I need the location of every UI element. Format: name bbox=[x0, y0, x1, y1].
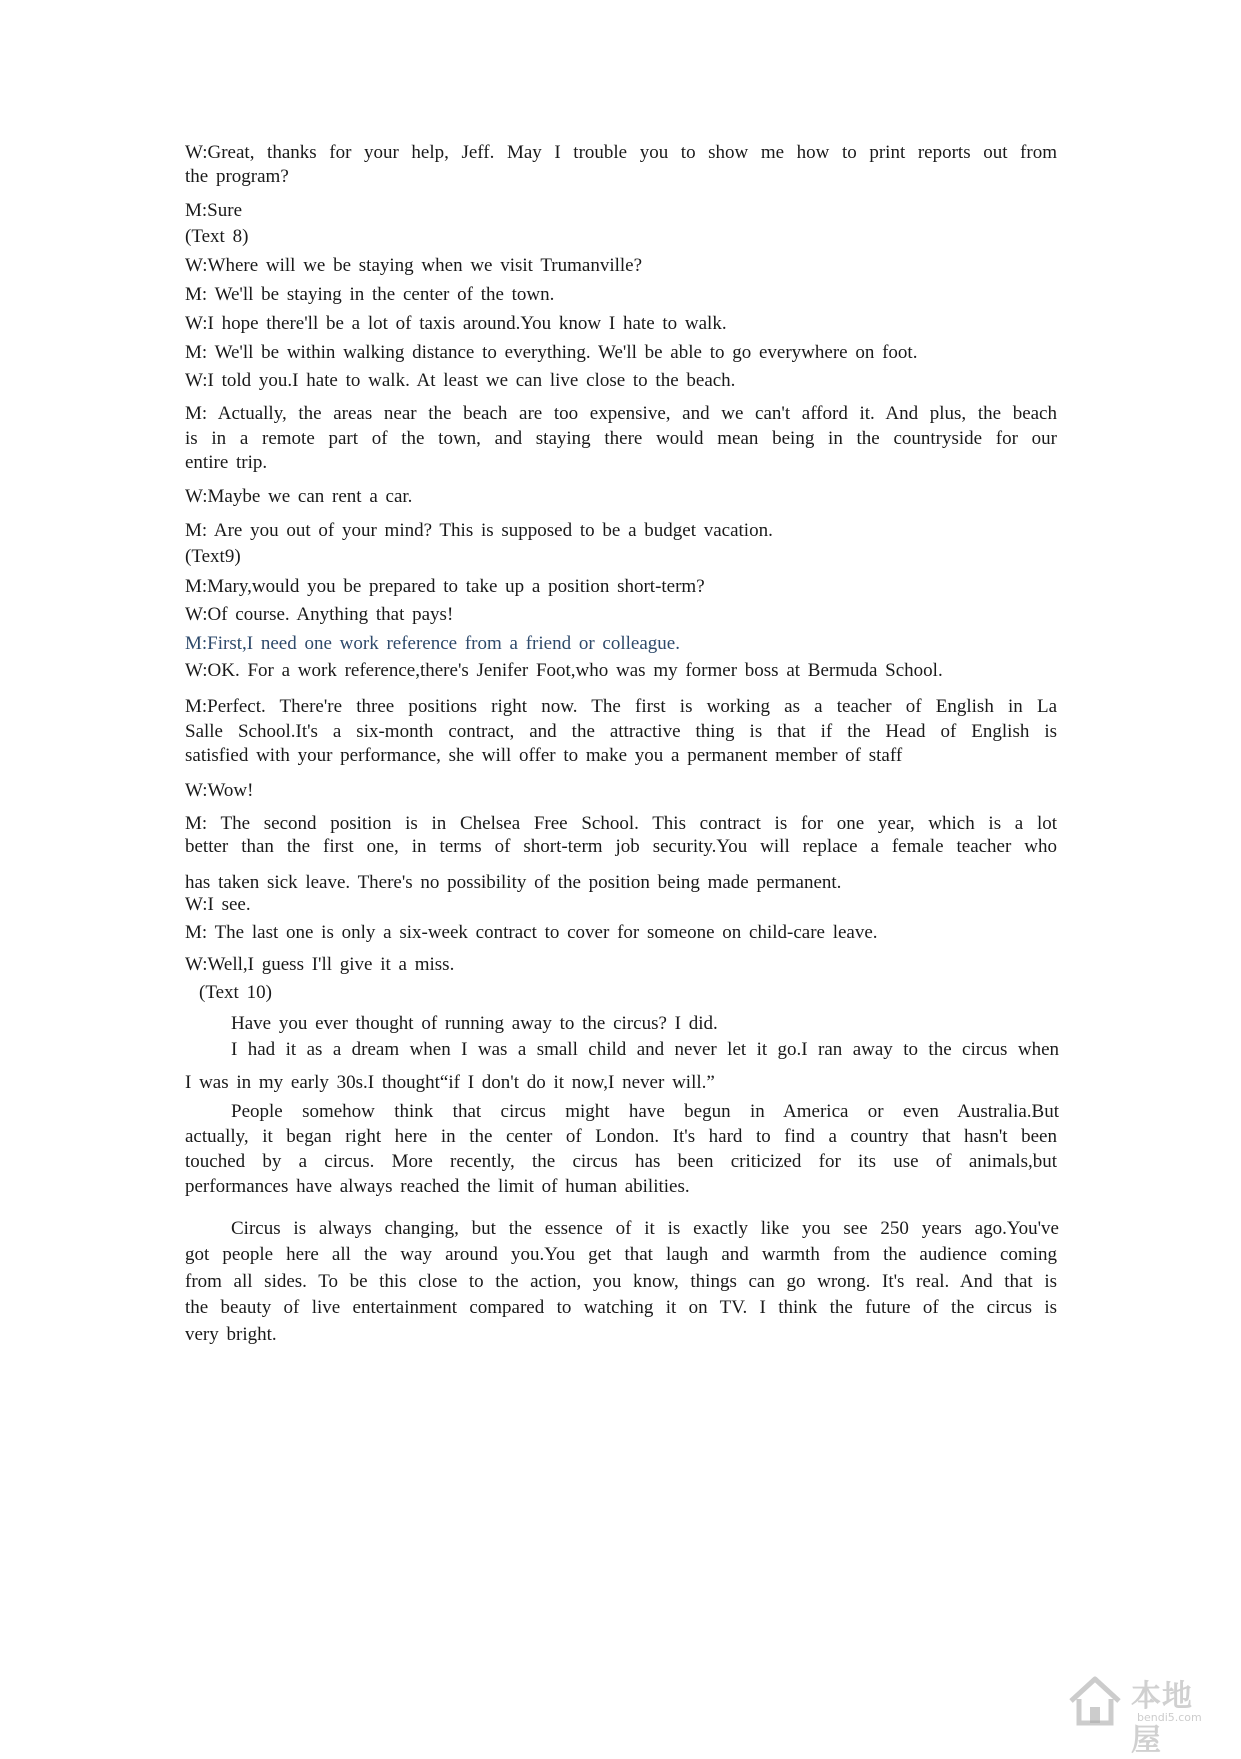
text-line: satisfied with your performance, she will offer to make you a permanent member of staff bbox=[185, 745, 903, 766]
text-line: I had it as a dream when I was a small child and never let it go.I ran away to the circus when bbox=[231, 1039, 1059, 1060]
text-line: Have you ever thought of running away to the circus? I did. bbox=[231, 1013, 718, 1034]
text-line: M: We'll be within walking distance to everything. We'll be able to go everywhere on foot. bbox=[185, 342, 918, 363]
text-line: M: Actually, the areas near the beach are too expensive, and we can't afford it. And plus, the beach bbox=[185, 403, 1057, 424]
text-line: the program? bbox=[185, 166, 289, 187]
text-line: W:Of course. Anything that pays! bbox=[185, 604, 454, 625]
text-line: W:I hope there'll be a lot of taxis around.You know I hate to walk. bbox=[185, 313, 727, 334]
text-line: W:I told you.I hate to walk. At least we can live close to the beach. bbox=[185, 370, 736, 391]
text-line: W:Great, thanks for your help, Jeff. May I trouble you to show me how to print reports out from bbox=[185, 142, 1057, 163]
text-line: from all sides. To be this close to the action, you know, things can go wrong. It's real. And that is bbox=[185, 1271, 1057, 1292]
text-line: M: We'll be staying in the center of the town. bbox=[185, 284, 555, 305]
text-line: Circus is always changing, but the essence of it is exactly like you see 250 years ago.You've bbox=[231, 1218, 1059, 1239]
text-line: W:Wow! bbox=[185, 780, 254, 801]
text-line: M:Sure bbox=[185, 200, 242, 221]
text-line: has taken sick leave. There's no possibility of the position being made permanent. bbox=[185, 872, 842, 893]
text-line: M:Perfect. There're three positions right now. The first is working as a teacher of English in La bbox=[185, 696, 1057, 717]
text-line: People somehow think that circus might have begun in America or even Australia.But bbox=[231, 1101, 1059, 1122]
text-line: W:I see. bbox=[185, 894, 251, 915]
text-line: W:Well,I guess I'll give it a miss. bbox=[185, 954, 455, 975]
section-heading: (Text 10) bbox=[199, 982, 272, 1003]
text-line: M:Mary,would you be prepared to take up a position short-term? bbox=[185, 576, 705, 597]
text-line: W:Maybe we can rent a car. bbox=[185, 486, 413, 507]
watermark-url: bendi5.com bbox=[1137, 1711, 1202, 1724]
text-line: entire trip. bbox=[185, 452, 268, 473]
text-line: got people here all the way around you.You get that laugh and warmth from the audience coming bbox=[185, 1244, 1057, 1265]
text-line: I was in my early 30s.I thought“if I don't do it now,I never will.” bbox=[185, 1072, 715, 1093]
text-line: M: The last one is only a six-week contract to cover for someone on child-care leave. bbox=[185, 922, 878, 943]
text-line: is in a remote part of the town, and staying there would mean being in the countryside for our bbox=[185, 428, 1057, 449]
section-heading: (Text 8) bbox=[185, 226, 249, 247]
text-line: Salle School.It's a six-month contract, and the attractive thing is that if the Head of English is bbox=[185, 721, 1057, 742]
text-line: better than the first one, in terms of short-term job security.You will replace a female teacher who bbox=[185, 836, 1057, 857]
text-line: very bright. bbox=[185, 1324, 277, 1345]
text-line: W:OK. For a work reference,there's Jenifer Foot,who was my former boss at Bermuda School. bbox=[185, 660, 943, 681]
text-line: actually, it began right here in the center of London. It's hard to find a country that hasn't been bbox=[185, 1126, 1057, 1147]
house-icon bbox=[1067, 1673, 1123, 1729]
watermark-logo-text: 本地屋 bbox=[1131, 1679, 1193, 1758]
text-line: the beauty of live entertainment compared to watching it on TV. I think the future of the circus is bbox=[185, 1297, 1057, 1318]
text-line: touched by a circus. More recently, the circus has been criticized for its use of animals,but bbox=[185, 1151, 1057, 1172]
text-line: M: The second position is in Chelsea Free School. This contract is for one year, which is a lot bbox=[185, 813, 1057, 834]
text-line: M: Are you out of your mind? This is supposed to be a budget vacation. bbox=[185, 520, 773, 541]
text-line: M:First,I need one work reference from a friend or colleague. bbox=[185, 633, 680, 654]
text-line: performances have always reached the limit of human abilities. bbox=[185, 1176, 690, 1197]
section-heading: (Text9) bbox=[185, 546, 241, 567]
text-line: W:Where will we be staying when we visit Trumanville? bbox=[185, 255, 643, 276]
watermark bbox=[1063, 1667, 1223, 1758]
